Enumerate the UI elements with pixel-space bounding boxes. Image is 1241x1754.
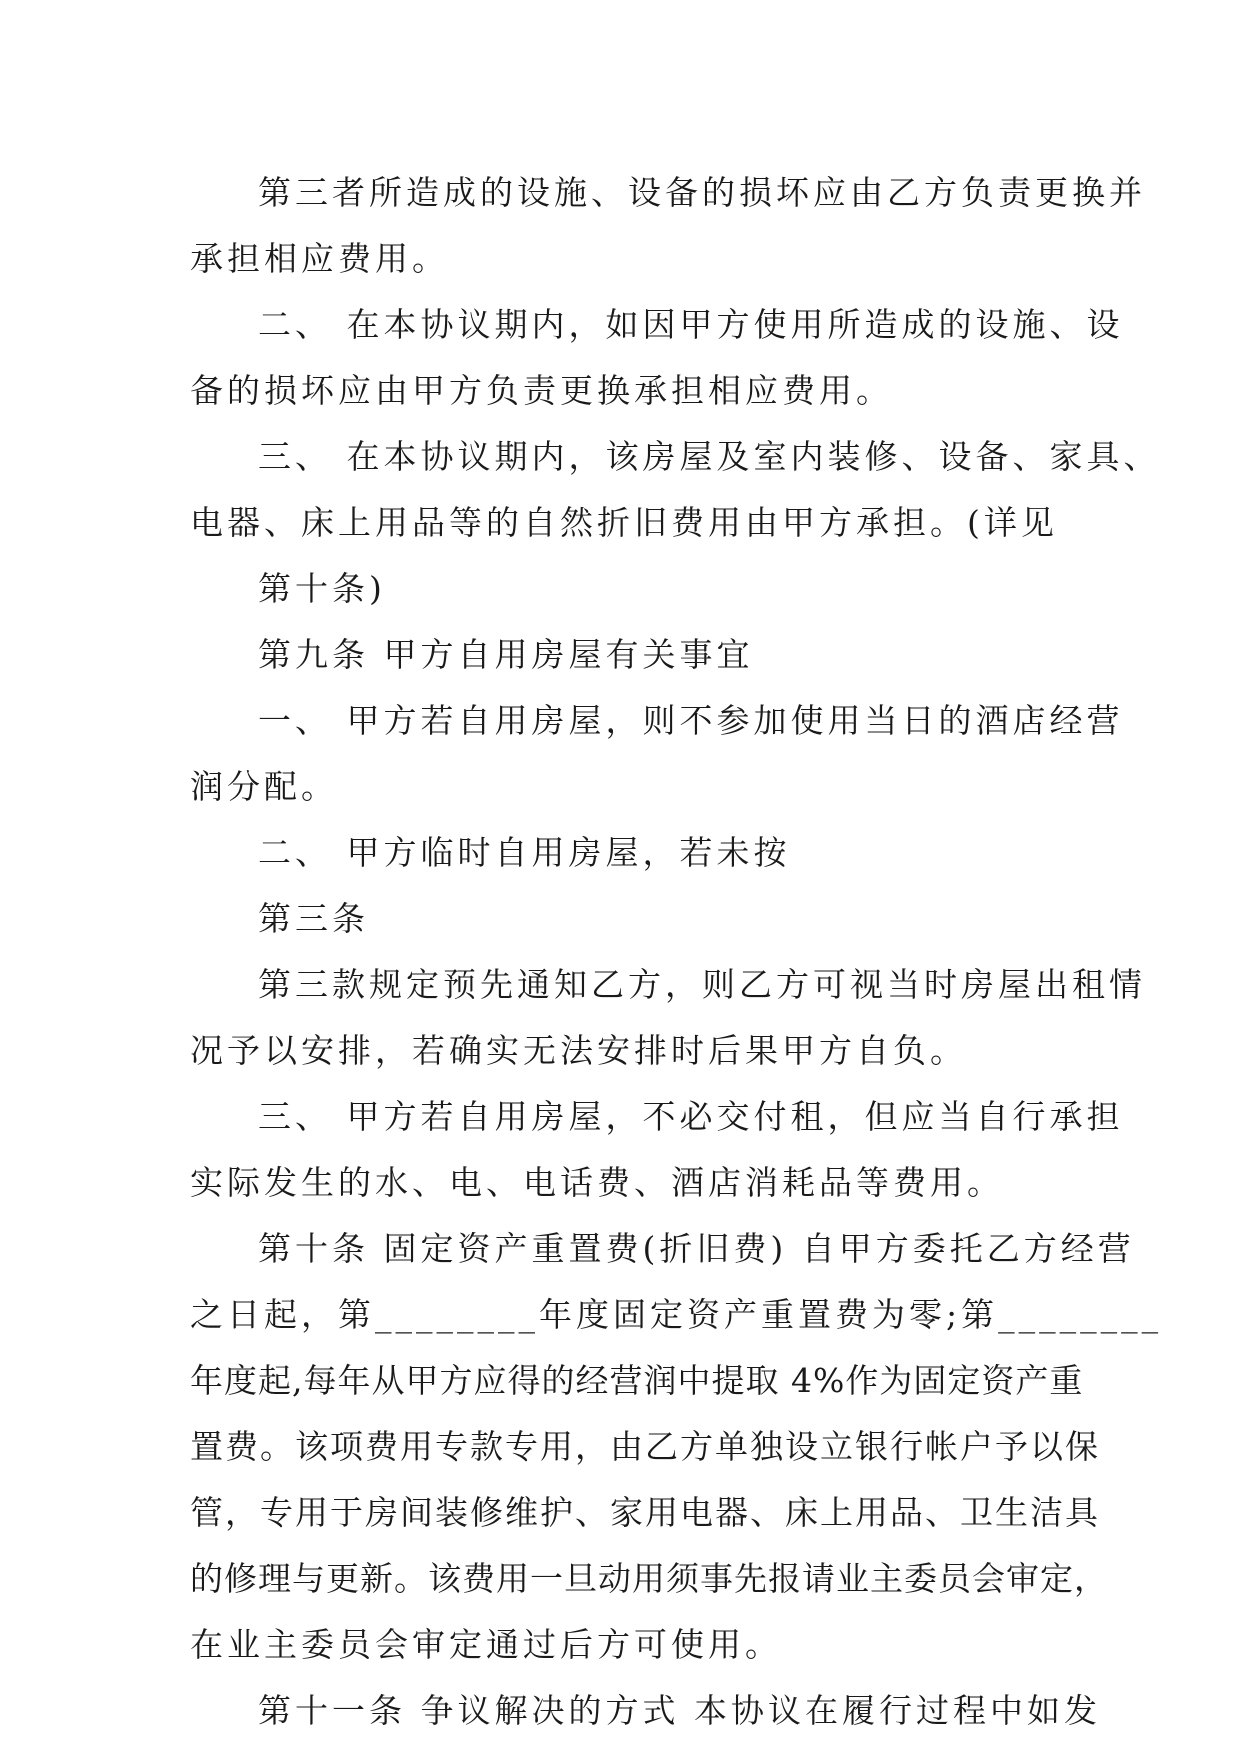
text-line: 电器、床上用品等的自然折旧费用由甲方承担。(详见 [190,503,1058,542]
text-line: 第三者所造成的设施、设备的损坏应由乙方负责更换并 [258,173,1146,212]
text-line: 一、 甲方若自用房屋，则不参加使用当日的酒店经营 [258,701,1124,740]
text-line: 之日起，第________年度固定资产重置费为零;第________ [190,1295,1163,1334]
document-page [190,160,1163,1744]
text-line: 年度起,每年从甲方应得的经营润中提取 4%作为固定资产重 [190,1361,1084,1400]
text-line: 二、 在本协议期内，如因甲方使用所造成的设施、设 [258,305,1124,344]
article-heading: 第九条 甲方自用房屋有关事宜 [258,635,754,674]
article-heading: 第十一条 争议解决的方式 本协议在履行过程中如发 [258,1691,1101,1730]
text-line: 第十条) [258,569,386,608]
text-line: 润分配。 [190,767,338,806]
text-line: 备的损坏应由甲方负责更换承担相应费用。 [190,371,893,410]
text-line: 第三款规定预先通知乙方，则乙方可视当时房屋出租情 [258,965,1146,1004]
text-line: 的修理与更新。该费用一旦动用须事先报请业主委员会审定， [190,1559,1108,1598]
text-line: 管，专用于房间装修维护、家用电器、床上用品、卫生洁具 [190,1493,1100,1532]
text-line: 三、 甲方若自用房屋，不必交付租，但应当自行承担 [258,1097,1124,1136]
text-line: 置费。该项费用专款专用，由乙方单独设立银行帐户予以保 [190,1427,1100,1466]
text-line: 承担相应费用。 [190,239,449,278]
text-line: 三、 在本协议期内，该房屋及室内装修、设备、家具、 [258,437,1161,476]
text-line: 第三条 [258,899,369,938]
text-line: 二、 甲方临时自用房屋，若未按 [258,833,791,872]
text-line: 实际发生的水、电、电话费、酒店消耗品等费用。 [190,1163,1004,1202]
article-heading: 第十条 固定资产重置费(折旧费) 自甲方委托乙方经营 [258,1229,1135,1268]
text-line: 在业主委员会审定通过后方可使用。 [190,1625,782,1664]
text-line: 况予以安排，若确实无法安排时后果甲方自负。 [190,1031,967,1070]
